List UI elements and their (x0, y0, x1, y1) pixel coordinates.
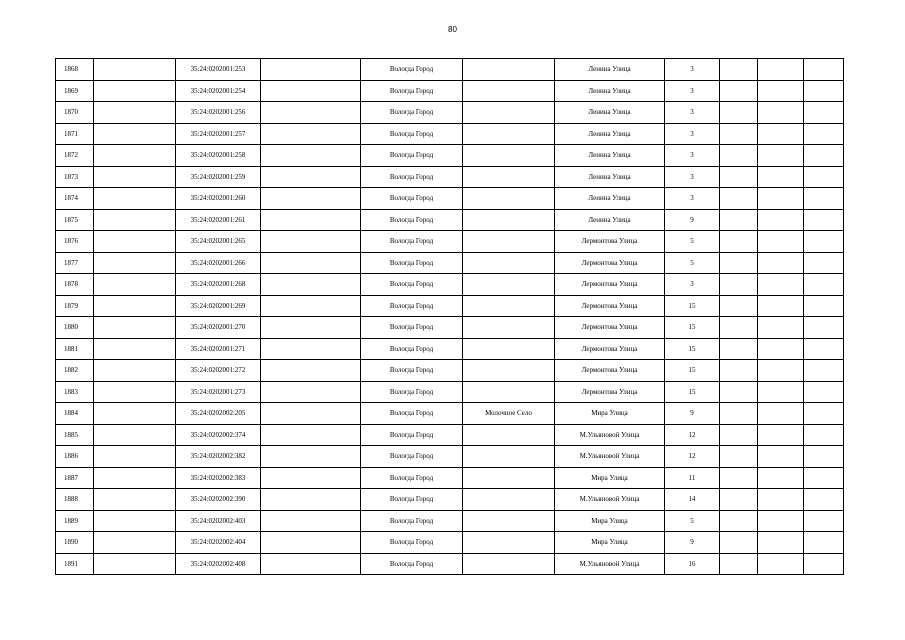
locality-cell (463, 510, 555, 532)
city-cell: Вологда Город (361, 424, 463, 446)
empty-cell (758, 295, 804, 317)
empty-cell (758, 403, 804, 425)
empty-cell (758, 532, 804, 554)
empty-cell (758, 360, 804, 382)
table-row (56, 59, 844, 81)
empty-cell (720, 166, 758, 188)
empty-cell (758, 381, 804, 403)
empty-cell (720, 252, 758, 274)
empty-cell (804, 295, 844, 317)
city-cell: Вологда Город (361, 102, 463, 124)
row-number-cell: 1868 (56, 59, 94, 81)
locality-cell (463, 532, 555, 554)
empty-cell (94, 231, 176, 253)
row-number-cell: 1884 (56, 403, 94, 425)
empty-cell (94, 403, 176, 425)
empty-cell (94, 145, 176, 167)
table-row (56, 446, 844, 468)
city-cell: Вологда Город (361, 123, 463, 145)
street-cell: Лермонтова Улица (555, 295, 665, 317)
city-cell: Вологда Город (361, 274, 463, 296)
cadastral-number-cell: 35:24:0202001:266 (176, 252, 261, 274)
row-number-cell: 1871 (56, 123, 94, 145)
register-table (55, 58, 844, 575)
row-number-cell: 1878 (56, 274, 94, 296)
house-number-cell: 9 (665, 532, 720, 554)
table-row (56, 252, 844, 274)
cadastral-number-cell: 35:24:0202001:268 (176, 274, 261, 296)
house-number-cell: 15 (665, 317, 720, 339)
cadastral-number-cell: 35:24:0202001:254 (176, 80, 261, 102)
empty-cell (94, 489, 176, 511)
city-cell: Вологда Город (361, 295, 463, 317)
street-cell: Лермонтова Улица (555, 231, 665, 253)
empty-cell (720, 424, 758, 446)
street-cell: Ленина Улица (555, 188, 665, 210)
empty-cell (94, 381, 176, 403)
empty-cell (804, 317, 844, 339)
cadastral-number-cell: 35:24:0202002:408 (176, 553, 261, 575)
empty-cell (261, 209, 361, 231)
cadastral-number-cell: 35:24:0202001:269 (176, 295, 261, 317)
empty-cell (804, 510, 844, 532)
empty-cell (758, 553, 804, 575)
street-cell: Ленина Улица (555, 80, 665, 102)
street-cell: Лермонтова Улица (555, 381, 665, 403)
locality-cell: Молочное Село (463, 403, 555, 425)
empty-cell (720, 532, 758, 554)
street-cell: Ленина Улица (555, 123, 665, 145)
page-number: 80 (448, 25, 457, 34)
city-cell: Вологда Город (361, 489, 463, 511)
empty-cell (758, 102, 804, 124)
street-cell: Лермонтова Улица (555, 338, 665, 360)
street-cell: Ленина Улица (555, 166, 665, 188)
locality-cell (463, 166, 555, 188)
empty-cell (804, 80, 844, 102)
empty-cell (720, 231, 758, 253)
row-number-cell: 1882 (56, 360, 94, 382)
empty-cell (758, 510, 804, 532)
empty-cell (804, 274, 844, 296)
house-number-cell: 3 (665, 166, 720, 188)
empty-cell (720, 360, 758, 382)
empty-cell (94, 102, 176, 124)
empty-cell (758, 446, 804, 468)
empty-cell (94, 188, 176, 210)
house-number-cell: 3 (665, 145, 720, 167)
house-number-cell: 14 (665, 489, 720, 511)
table-row (56, 467, 844, 489)
city-cell: Вологда Город (361, 553, 463, 575)
street-cell: Лермонтова Улица (555, 252, 665, 274)
locality-cell (463, 338, 555, 360)
cadastral-number-cell: 35:24:0202002:390 (176, 489, 261, 511)
table-row (56, 489, 844, 511)
empty-cell (720, 274, 758, 296)
empty-cell (804, 489, 844, 511)
empty-cell (804, 59, 844, 81)
table-row (56, 532, 844, 554)
cadastral-number-cell: 35:24:0202001:270 (176, 317, 261, 339)
empty-cell (720, 295, 758, 317)
empty-cell (720, 317, 758, 339)
house-number-cell: 3 (665, 80, 720, 102)
city-cell: Вологда Город (361, 467, 463, 489)
empty-cell (94, 467, 176, 489)
row-number-cell: 1885 (56, 424, 94, 446)
cadastral-number-cell: 35:24:0202001:265 (176, 231, 261, 253)
register-body (56, 59, 844, 575)
city-cell: Вологда Город (361, 317, 463, 339)
street-cell: Ленина Улица (555, 209, 665, 231)
city-cell: Вологда Город (361, 532, 463, 554)
empty-cell (94, 209, 176, 231)
row-number-cell: 1881 (56, 338, 94, 360)
locality-cell (463, 145, 555, 167)
empty-cell (261, 467, 361, 489)
row-number-cell: 1888 (56, 489, 94, 511)
empty-cell (261, 166, 361, 188)
table-row (56, 510, 844, 532)
house-number-cell: 15 (665, 338, 720, 360)
empty-cell (94, 424, 176, 446)
empty-cell (758, 59, 804, 81)
empty-cell (261, 381, 361, 403)
table-row (56, 360, 844, 382)
locality-cell (463, 553, 555, 575)
empty-cell (94, 338, 176, 360)
empty-cell (720, 59, 758, 81)
empty-cell (720, 102, 758, 124)
house-number-cell: 15 (665, 381, 720, 403)
empty-cell (261, 295, 361, 317)
city-cell: Вологда Город (361, 510, 463, 532)
city-cell: Вологда Город (361, 338, 463, 360)
house-number-cell: 3 (665, 274, 720, 296)
table-row (56, 209, 844, 231)
street-cell: Мира Улица (555, 510, 665, 532)
cadastral-number-cell: 35:24:0202001:259 (176, 166, 261, 188)
cadastral-number-cell: 35:24:0202001:257 (176, 123, 261, 145)
table-row (56, 553, 844, 575)
empty-cell (94, 252, 176, 274)
empty-cell (720, 467, 758, 489)
empty-cell (261, 403, 361, 425)
empty-cell (804, 231, 844, 253)
empty-cell (94, 274, 176, 296)
cadastral-number-cell: 35:24:0202001:256 (176, 102, 261, 124)
house-number-cell: 9 (665, 209, 720, 231)
house-number-cell: 5 (665, 252, 720, 274)
empty-cell (94, 553, 176, 575)
row-number-cell: 1879 (56, 295, 94, 317)
house-number-cell: 9 (665, 403, 720, 425)
empty-cell (94, 446, 176, 468)
cadastral-number-cell: 35:24:0202002:403 (176, 510, 261, 532)
empty-cell (804, 209, 844, 231)
empty-cell (720, 188, 758, 210)
cadastral-number-cell: 35:24:0202002:205 (176, 403, 261, 425)
house-number-cell: 12 (665, 446, 720, 468)
city-cell: Вологда Город (361, 166, 463, 188)
cadastral-number-cell: 35:24:0202002:404 (176, 532, 261, 554)
empty-cell (804, 102, 844, 124)
empty-cell (261, 123, 361, 145)
locality-cell (463, 274, 555, 296)
row-number-cell: 1869 (56, 80, 94, 102)
empty-cell (94, 317, 176, 339)
city-cell: Вологда Город (361, 403, 463, 425)
empty-cell (758, 274, 804, 296)
city-cell: Вологда Город (361, 209, 463, 231)
row-number-cell: 1877 (56, 252, 94, 274)
empty-cell (804, 338, 844, 360)
empty-cell (261, 59, 361, 81)
table-row (56, 188, 844, 210)
empty-cell (804, 381, 844, 403)
empty-cell (804, 532, 844, 554)
locality-cell (463, 80, 555, 102)
cadastral-number-cell: 35:24:0202001:253 (176, 59, 261, 81)
empty-cell (720, 209, 758, 231)
empty-cell (720, 446, 758, 468)
house-number-cell: 5 (665, 231, 720, 253)
locality-cell (463, 360, 555, 382)
locality-cell (463, 446, 555, 468)
house-number-cell: 12 (665, 424, 720, 446)
table-row (56, 274, 844, 296)
row-number-cell: 1876 (56, 231, 94, 253)
row-number-cell: 1890 (56, 532, 94, 554)
table-row (56, 166, 844, 188)
row-number-cell: 1886 (56, 446, 94, 468)
house-number-cell: 5 (665, 510, 720, 532)
street-cell: М.Ульяновой Улица (555, 553, 665, 575)
street-cell: Ленина Улица (555, 102, 665, 124)
house-number-cell: 15 (665, 360, 720, 382)
table-row (56, 102, 844, 124)
city-cell: Вологда Город (361, 80, 463, 102)
street-cell: Мира Улица (555, 403, 665, 425)
locality-cell (463, 295, 555, 317)
empty-cell (804, 188, 844, 210)
locality-cell (463, 188, 555, 210)
empty-cell (804, 166, 844, 188)
cadastral-number-cell: 35:24:0202001:272 (176, 360, 261, 382)
cadastral-number-cell: 35:24:0202002:383 (176, 467, 261, 489)
cadastral-number-cell: 35:24:0202001:258 (176, 145, 261, 167)
empty-cell (261, 510, 361, 532)
city-cell: Вологда Город (361, 188, 463, 210)
row-number-cell: 1883 (56, 381, 94, 403)
table-row (56, 317, 844, 339)
house-number-cell: 15 (665, 295, 720, 317)
empty-cell (758, 252, 804, 274)
locality-cell (463, 123, 555, 145)
empty-cell (758, 317, 804, 339)
row-number-cell: 1872 (56, 145, 94, 167)
street-cell: Лермонтова Улица (555, 274, 665, 296)
city-cell: Вологда Город (361, 252, 463, 274)
empty-cell (758, 424, 804, 446)
locality-cell (463, 102, 555, 124)
empty-cell (261, 80, 361, 102)
empty-cell (261, 424, 361, 446)
empty-cell (720, 123, 758, 145)
locality-cell (463, 252, 555, 274)
empty-cell (720, 338, 758, 360)
empty-cell (758, 166, 804, 188)
empty-cell (261, 145, 361, 167)
street-cell: Мира Улица (555, 532, 665, 554)
empty-cell (261, 317, 361, 339)
empty-cell (804, 467, 844, 489)
table-row (56, 80, 844, 102)
row-number-cell: 1870 (56, 102, 94, 124)
empty-cell (720, 145, 758, 167)
table-row (56, 338, 844, 360)
empty-cell (94, 166, 176, 188)
house-number-cell: 11 (665, 467, 720, 489)
empty-cell (94, 80, 176, 102)
street-cell: М.Ульяновой Улица (555, 446, 665, 468)
city-cell: Вологда Город (361, 59, 463, 81)
empty-cell (261, 252, 361, 274)
empty-cell (758, 231, 804, 253)
row-number-cell: 1891 (56, 553, 94, 575)
table-row (56, 403, 844, 425)
table-row (56, 295, 844, 317)
cadastral-number-cell: 35:24:0202001:260 (176, 188, 261, 210)
empty-cell (261, 231, 361, 253)
row-number-cell: 1880 (56, 317, 94, 339)
house-number-cell: 3 (665, 123, 720, 145)
cadastral-number-cell: 35:24:0202001:271 (176, 338, 261, 360)
empty-cell (758, 338, 804, 360)
street-cell: Мира Улица (555, 467, 665, 489)
street-cell: М.Ульяновой Улица (555, 489, 665, 511)
empty-cell (720, 489, 758, 511)
empty-cell (720, 553, 758, 575)
empty-cell (261, 532, 361, 554)
empty-cell (261, 274, 361, 296)
empty-cell (261, 553, 361, 575)
locality-cell (463, 489, 555, 511)
city-cell: Вологда Город (361, 145, 463, 167)
empty-cell (261, 102, 361, 124)
empty-cell (758, 188, 804, 210)
empty-cell (758, 80, 804, 102)
locality-cell (463, 209, 555, 231)
house-number-cell: 3 (665, 188, 720, 210)
street-cell: Ленина Улица (555, 59, 665, 81)
row-number-cell: 1887 (56, 467, 94, 489)
row-number-cell: 1875 (56, 209, 94, 231)
street-cell: Лермонтова Улица (555, 317, 665, 339)
empty-cell (804, 446, 844, 468)
table-row (56, 145, 844, 167)
cadastral-number-cell: 35:24:0202001:261 (176, 209, 261, 231)
empty-cell (261, 489, 361, 511)
empty-cell (94, 295, 176, 317)
empty-cell (804, 123, 844, 145)
empty-cell (94, 123, 176, 145)
empty-cell (720, 510, 758, 532)
empty-cell (804, 252, 844, 274)
house-number-cell: 3 (665, 102, 720, 124)
cadastral-number-cell: 35:24:0202001:273 (176, 381, 261, 403)
empty-cell (94, 510, 176, 532)
street-cell: Лермонтова Улица (555, 360, 665, 382)
row-number-cell: 1889 (56, 510, 94, 532)
empty-cell (758, 209, 804, 231)
empty-cell (804, 553, 844, 575)
city-cell: Вологда Город (361, 381, 463, 403)
table-row (56, 231, 844, 253)
row-number-cell: 1873 (56, 166, 94, 188)
row-number-cell: 1874 (56, 188, 94, 210)
locality-cell (463, 467, 555, 489)
city-cell: Вологда Город (361, 360, 463, 382)
street-cell: М.Ульяновой Улица (555, 424, 665, 446)
locality-cell (463, 381, 555, 403)
cadastral-number-cell: 35:24:0202002:382 (176, 446, 261, 468)
empty-cell (804, 360, 844, 382)
locality-cell (463, 231, 555, 253)
empty-cell (804, 145, 844, 167)
empty-cell (758, 145, 804, 167)
empty-cell (94, 59, 176, 81)
empty-cell (758, 467, 804, 489)
empty-cell (261, 360, 361, 382)
table-row (56, 424, 844, 446)
empty-cell (720, 403, 758, 425)
city-cell: Вологда Город (361, 231, 463, 253)
empty-cell (804, 403, 844, 425)
empty-cell (261, 446, 361, 468)
empty-cell (804, 424, 844, 446)
empty-cell (758, 123, 804, 145)
table-row (56, 123, 844, 145)
empty-cell (261, 188, 361, 210)
locality-cell (463, 59, 555, 81)
empty-cell (720, 381, 758, 403)
cadastral-number-cell: 35:24:0202002:374 (176, 424, 261, 446)
city-cell: Вологда Город (361, 446, 463, 468)
house-number-cell: 16 (665, 553, 720, 575)
empty-cell (758, 489, 804, 511)
empty-cell (94, 532, 176, 554)
empty-cell (261, 338, 361, 360)
table-row (56, 381, 844, 403)
locality-cell (463, 424, 555, 446)
empty-cell (720, 80, 758, 102)
empty-cell (94, 360, 176, 382)
street-cell: Ленина Улица (555, 145, 665, 167)
locality-cell (463, 317, 555, 339)
house-number-cell: 3 (665, 59, 720, 81)
